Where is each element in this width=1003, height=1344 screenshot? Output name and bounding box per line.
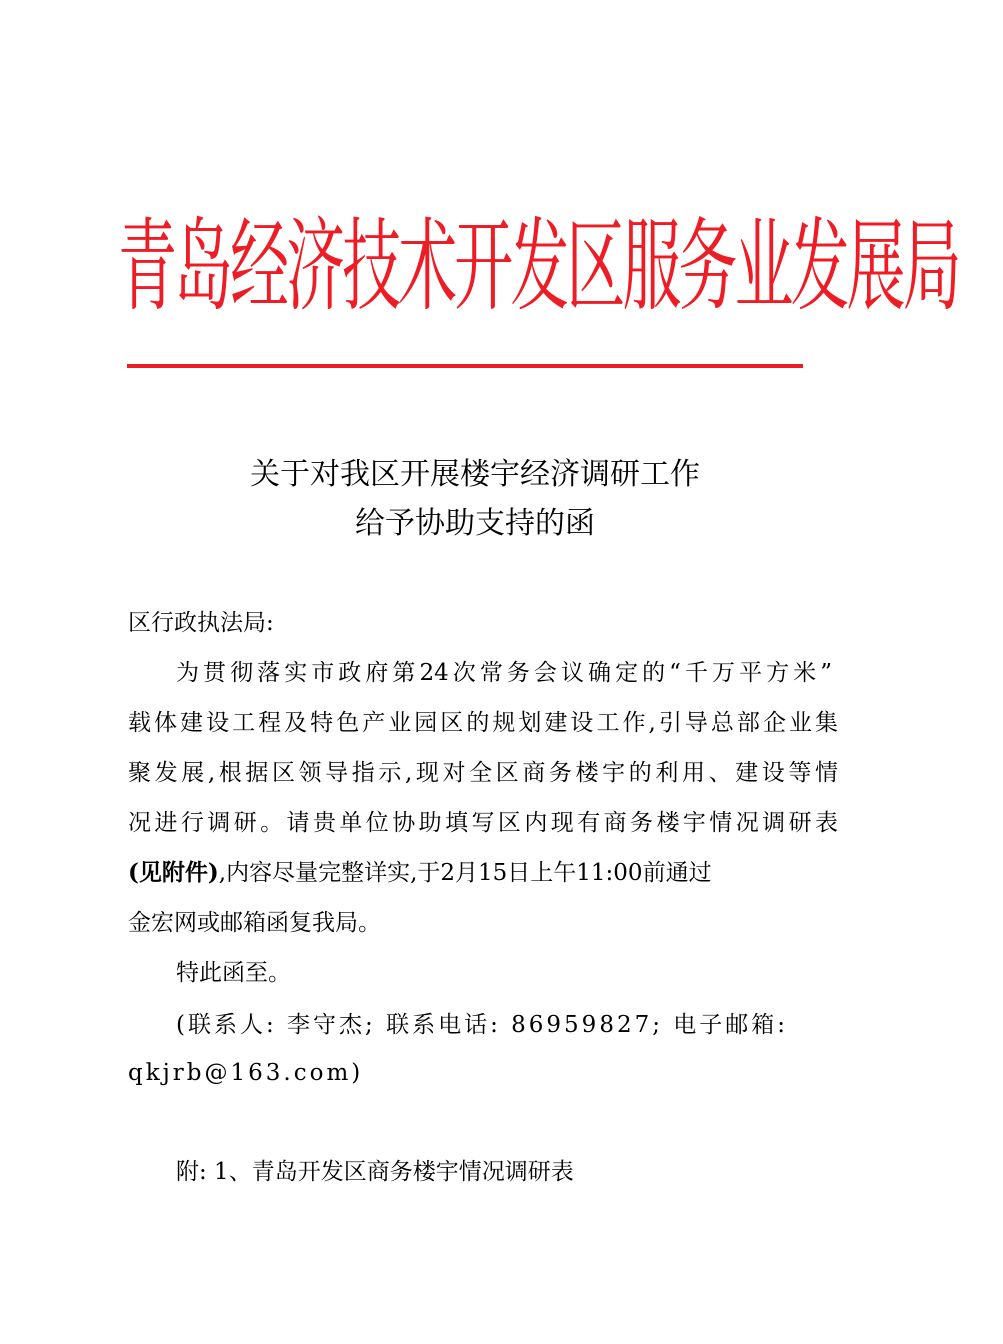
- contact-line-1: (联系人: 李守杰; 联系电话: 86959827; 电子邮箱:: [176, 1012, 789, 1038]
- body-paragraph-1-line-3: 聚发展,根据区领导指示,现对全区商务楼宇的利用、建设等情: [128, 760, 838, 786]
- contact-line-2: qkjrb@163.com): [128, 1060, 364, 1086]
- body-paragraph-1-line-5: [128, 858, 838, 888]
- recipient: 区行政执法局:: [128, 610, 274, 636]
- document-title-line-2: 给予协助支持的函: [355, 506, 595, 541]
- body-paragraph-1-line-4: 况进行调研。请贵单位协助填写区内现有商务楼宇情况调研表: [128, 810, 838, 836]
- letterhead-org-name: 青岛经济技术开发区服务业发展局: [118, 206, 959, 326]
- attachment-reference: (见附件): [128, 859, 219, 886]
- body-paragraph-1-line-1: 为贯彻落实市政府第24次常务会议确定的“千万平方米”: [176, 660, 832, 686]
- attachment-list-item: 附: 1、青岛开发区商务楼宇情况调研表: [176, 1159, 574, 1185]
- body-paragraph-1-line-6: 金宏网或邮箱函复我局。: [128, 910, 381, 936]
- body-paragraph-1-line-5-text: ,内容尽量完整详实,于2月15日上午11:00前通过: [218, 860, 712, 886]
- document-title-line-1: 关于对我区开展楼宇经济调研工作: [250, 457, 700, 492]
- closing-remark: 特此函至。: [176, 960, 291, 986]
- body-paragraph-1-line-2: 载体建设工程及特色产业园区的规划建设工作,引导总部企业集: [128, 710, 838, 736]
- letterhead: [118, 168, 959, 326]
- letterhead-red-rule: [127, 364, 803, 368]
